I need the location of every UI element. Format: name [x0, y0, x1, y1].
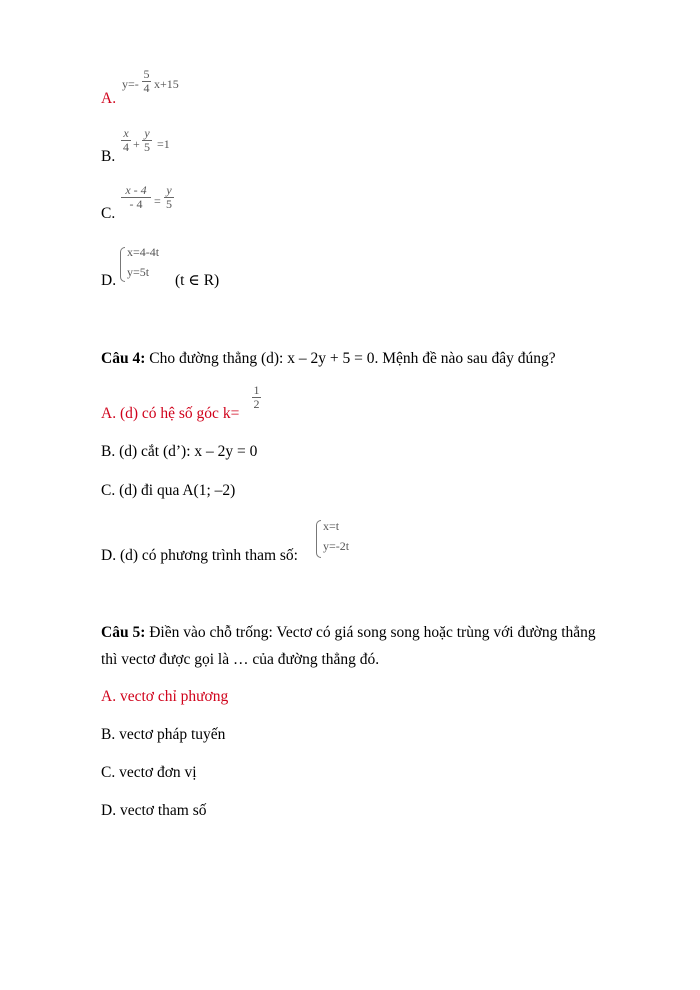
q4-option-c[interactable]: C. (d) đi qua A(1; –2)	[101, 482, 236, 499]
q3-option-c-fraction-2	[164, 184, 174, 211]
q3-option-a-letter: A.	[101, 90, 117, 107]
q3-option-c-letter: C.	[101, 205, 116, 222]
q5-option-d[interactable]: D. vectơ tham số	[101, 802, 207, 819]
q3-option-d-line2: y=5t	[127, 265, 150, 279]
q3-option-a-den: 4	[143, 81, 150, 95]
q3-option-c-n1: x - 4	[125, 183, 147, 197]
q4-option-d-line2: y=-2t	[323, 539, 350, 553]
q5-option-a[interactable]: A. vectơ chỉ phương	[101, 688, 229, 705]
q3-option-b-fraction-2	[142, 127, 152, 154]
q3-option-b-d1: 4	[123, 140, 129, 154]
q3-option-c-eq: =	[154, 194, 161, 208]
q5-label: Câu 5:	[101, 624, 146, 641]
q4-option-d-brace	[316, 520, 321, 558]
q3-option-c-n2: y	[166, 183, 172, 197]
q5-question-line1	[101, 624, 596, 642]
q3-option-a-num: 5	[143, 67, 150, 81]
q4-text: Cho đường thẳng (d): x – 2y + 5 = 0. Mệnh đề nào sau đây đúng?	[145, 350, 556, 367]
q4-question	[101, 350, 556, 368]
q3-option-b-fraction-1	[121, 127, 131, 154]
q3-option-d-brace	[120, 247, 125, 282]
q5-text-line1: Điền vào chỗ trống: Vectơ có giá song song hoặc trùng với đường thẳng	[145, 624, 596, 641]
q4-option-d-line1: x=t	[323, 519, 340, 533]
q4-option-a-text: A. (d) có hệ số góc k=	[101, 405, 240, 422]
q3-option-d-domain: (t ∈ R)	[175, 272, 220, 289]
q3-option-a-fraction	[142, 68, 151, 95]
q3-option-d-letter: D.	[101, 272, 117, 289]
q3-option-a-y-eq: y=-	[122, 77, 139, 91]
q5-option-b[interactable]: B. vectơ pháp tuyến	[101, 726, 226, 743]
q3-option-b-n2: y	[144, 126, 150, 140]
q4-option-a-den: 2	[253, 397, 260, 411]
q4-option-a-num: 1	[253, 383, 260, 397]
q3-option-b-rhs: =1	[157, 137, 170, 151]
q4-label: Câu 4:	[101, 350, 146, 367]
q3-option-b-letter: B.	[101, 148, 116, 165]
q3-option-c-fraction-1	[121, 184, 151, 211]
q3-option-b-n1: x	[123, 126, 129, 140]
q4-option-d-text: D. (d) có phương trình tham số:	[101, 547, 298, 564]
q3-option-a-tail: x+15	[154, 77, 179, 91]
q4-option-a-fraction	[252, 384, 261, 411]
q3-option-b-d2: 5	[144, 140, 150, 154]
q3-option-b-plus: +	[133, 137, 140, 151]
q3-option-d-line1: x=4-4t	[127, 245, 160, 259]
q5-question-line2: thì vectơ được gọi là … của đường thẳng đó.	[101, 651, 380, 668]
q3-option-c-d1: - 4	[129, 197, 143, 211]
q3-option-c-d2: 5	[166, 197, 172, 211]
q4-option-b[interactable]: B. (d) cắt (d’): x – 2y = 0	[101, 443, 258, 460]
q5-option-c[interactable]: C. vectơ đơn vị	[101, 764, 197, 781]
